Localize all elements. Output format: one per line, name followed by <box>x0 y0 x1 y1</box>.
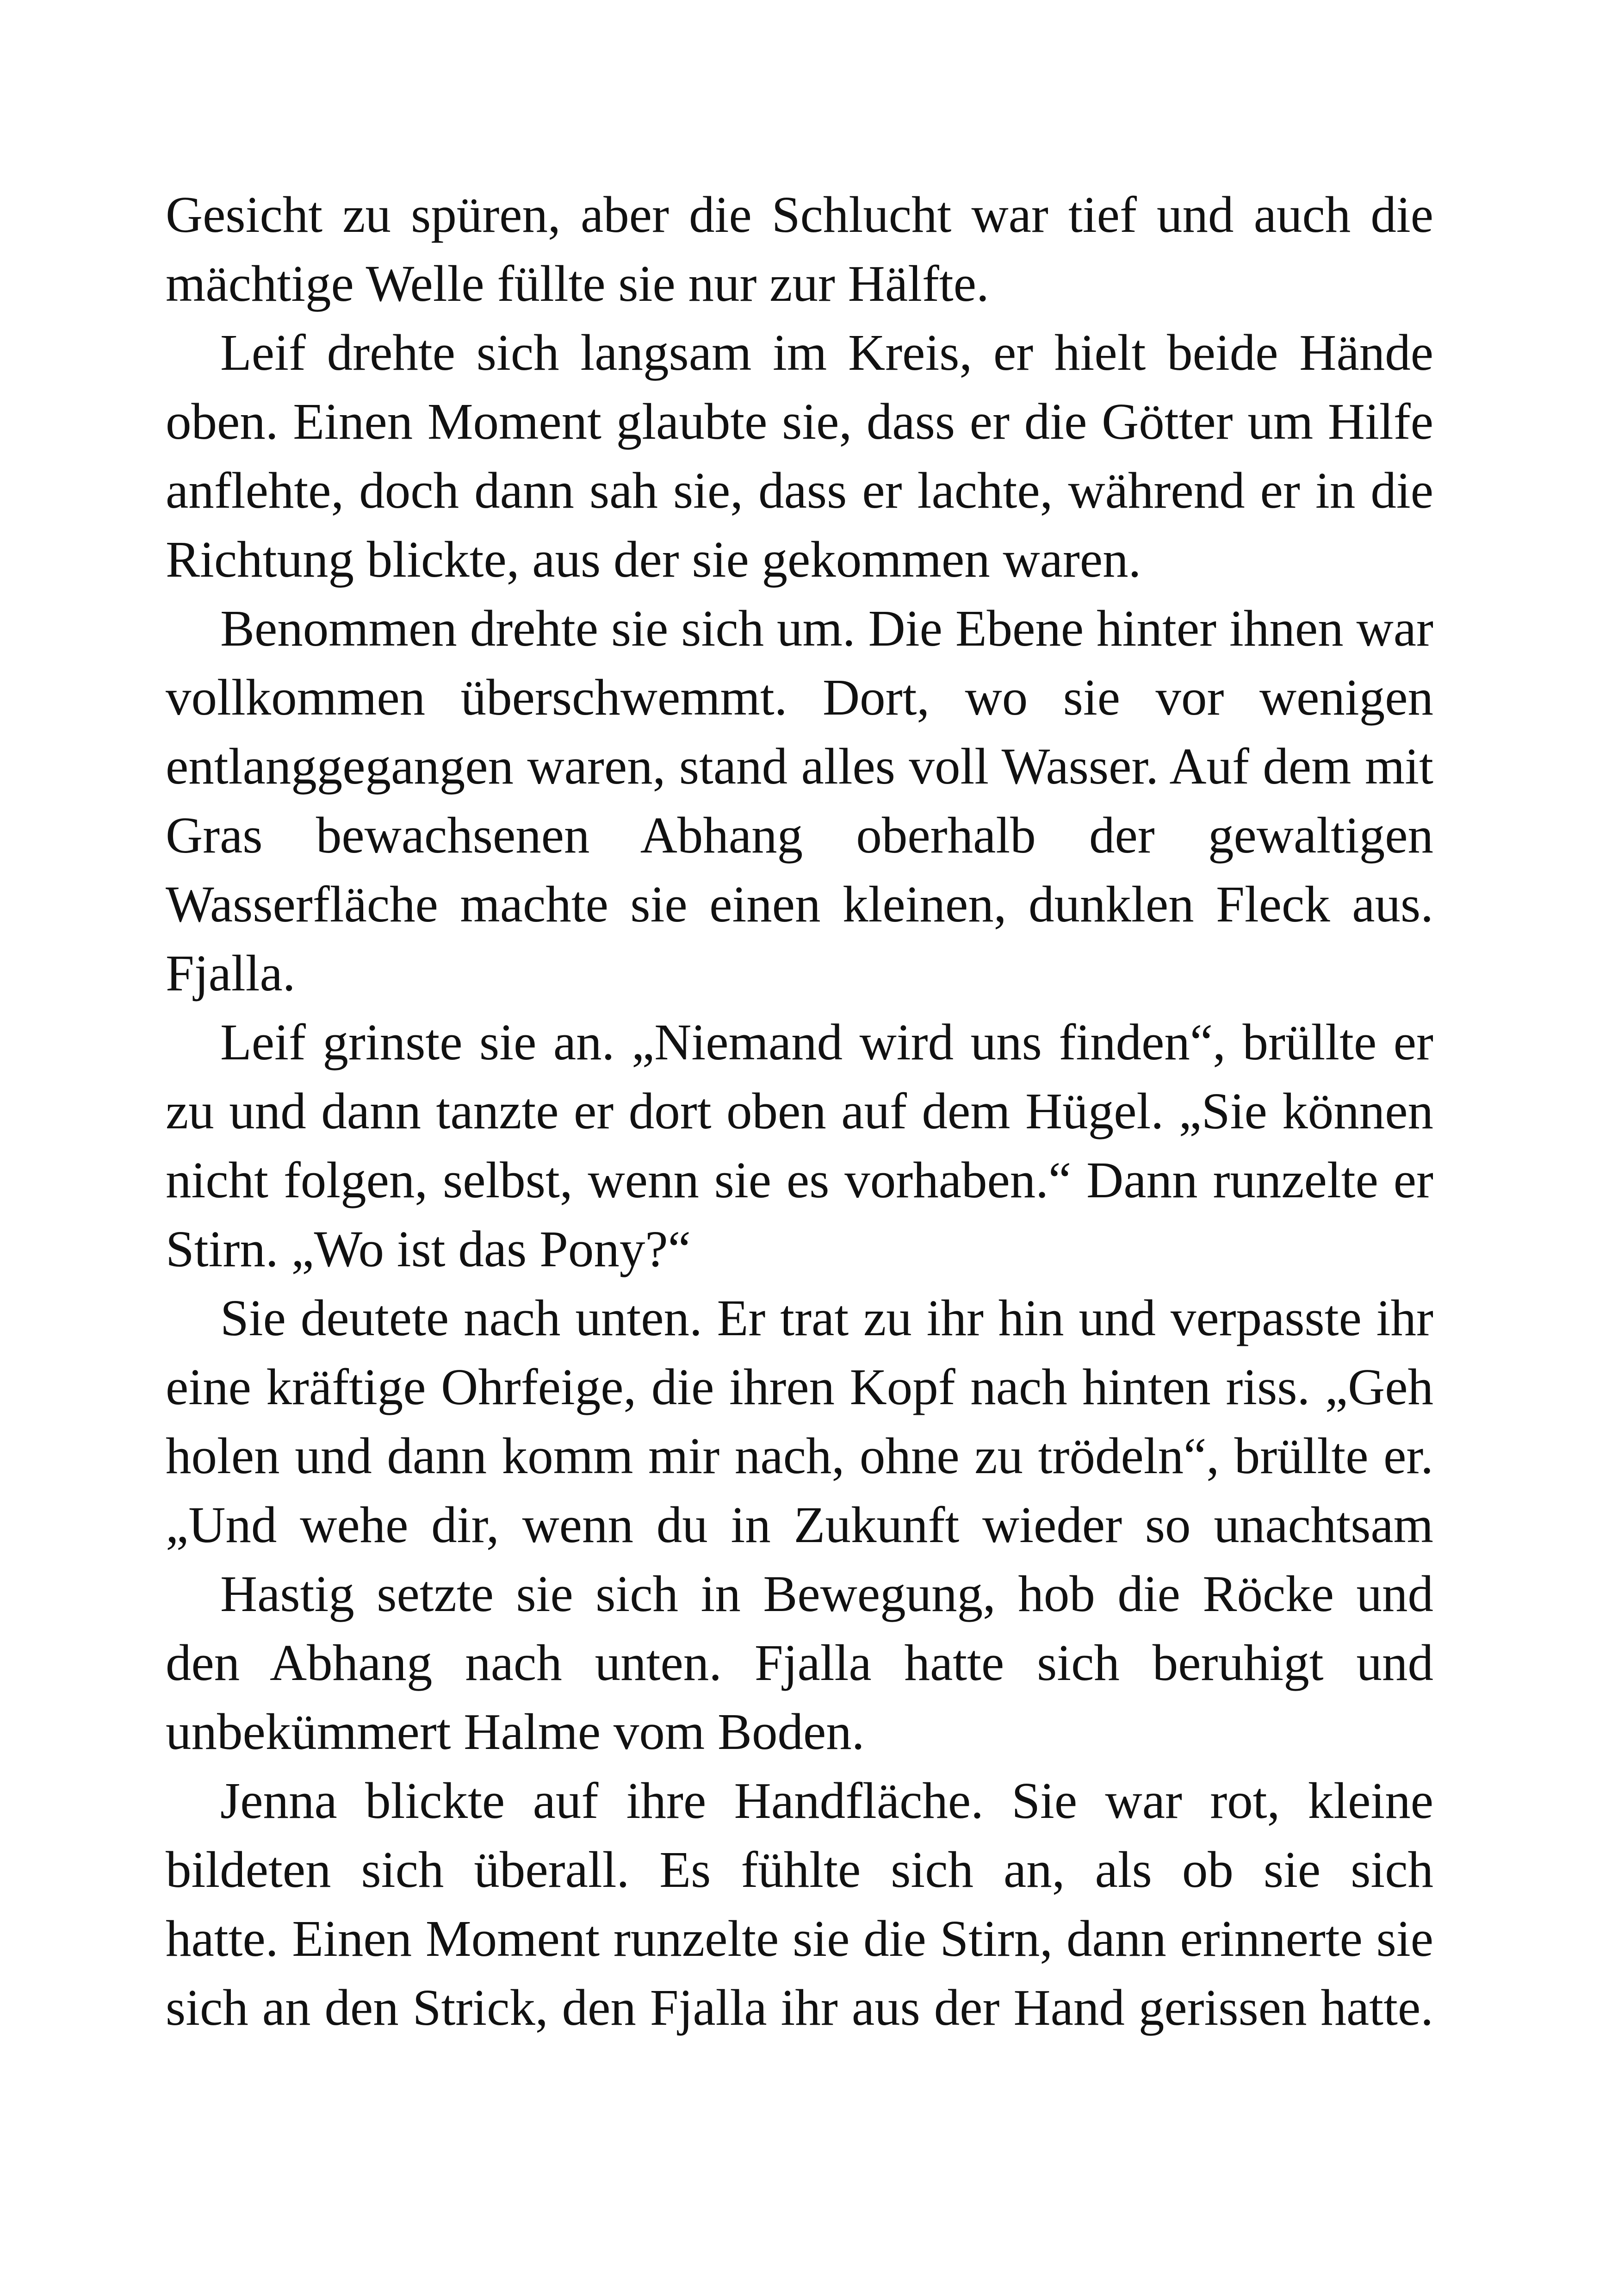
text-line: Jenna blickte auf ihre Handfläche. Sie war rot, kleine <box>220 1773 1433 1829</box>
text-line: Hastig setzte sie sich in Bewegung, hob die Röcke und <box>220 1566 1433 1623</box>
text-line: Sie deutete nach unten. Er trat zu ihr hin und verpasste ihr <box>220 1290 1433 1347</box>
text-line: holen und dann komm mir nach, ohne zu trödeln“, brüllte er. <box>166 1428 1433 1485</box>
text-line: zu und dann tanzte er dort oben auf dem Hügel. „Sie können <box>166 1083 1433 1140</box>
text-line: Leif drehte sich langsam im Kreis, er hielt beide Hände <box>220 324 1433 381</box>
text-line: nicht folgen, selbst, wenn sie es vorhaben.“ Dann runzelte er <box>166 1152 1433 1209</box>
text-line: Gras bewachsenen Abhang oberhalb der gewaltigen <box>166 807 1433 864</box>
text-line: Gesicht zu spüren, aber die Schlucht war tief und auch die <box>166 187 1433 243</box>
text-line: unbekümmert Halme vom Boden. <box>166 1704 865 1761</box>
text-line: „Und wehe dir, wenn du in Zukunft wieder so unachtsam <box>166 1497 1433 1554</box>
text-line: hatte. Einen Moment runzelte sie die Stirn, dann erinnerte sie <box>166 1910 1433 1967</box>
text-line: oben. Einen Moment glaubte sie, dass er die Götter um Hilfe <box>166 393 1433 450</box>
text-line: Leif grinste sie an. „Niemand wird uns finden“, brüllte er <box>220 1014 1433 1071</box>
text-line: vollkommen überschwemmt. Dort, wo sie vor wenigen <box>166 669 1433 726</box>
text-line: entlanggegangen waren, stand alles voll Wasser. Auf dem mit <box>166 738 1433 795</box>
paragraph <box>166 180 1433 318</box>
paragraph <box>166 1008 1433 1284</box>
text-line: anflehte, doch dann sah sie, dass er lachte, während er in die <box>166 462 1433 519</box>
text-line: Benommen drehte sie sich um. Die Ebene hinter ihnen war <box>220 600 1433 657</box>
paragraph <box>166 1560 1433 1767</box>
page-body <box>166 180 1433 2042</box>
paragraph <box>166 1284 1433 1560</box>
paragraph <box>166 318 1433 594</box>
text-line: mächtige Welle füllte sie nur zur Hälfte. <box>166 255 989 312</box>
text-line: Stirn. „Wo ist das Pony?“ <box>166 1221 691 1278</box>
paragraph <box>166 594 1433 1008</box>
text-line: sich an den Strick, den Fjalla ihr aus der Hand gerissen hatte. <box>166 1979 1433 2036</box>
text-line: Richtung blickte, aus der sie gekommen waren. <box>166 531 1141 588</box>
text-line: eine kräftige Ohrfeige, die ihren Kopf nach hinten riss. „Geh <box>166 1359 1433 1416</box>
text-line: den Abhang nach unten. Fjalla hatte sich beruhigt und <box>166 1635 1433 1692</box>
text-line: bildeten sich überall. Es fühlte sich an, als ob sie sich <box>166 1842 1433 1898</box>
text-line: Wasserfläche machte sie einen kleinen, dunklen Fleck aus. <box>166 876 1433 933</box>
text-line: Fjalla. <box>166 945 296 1002</box>
paragraph <box>166 1767 1433 2042</box>
